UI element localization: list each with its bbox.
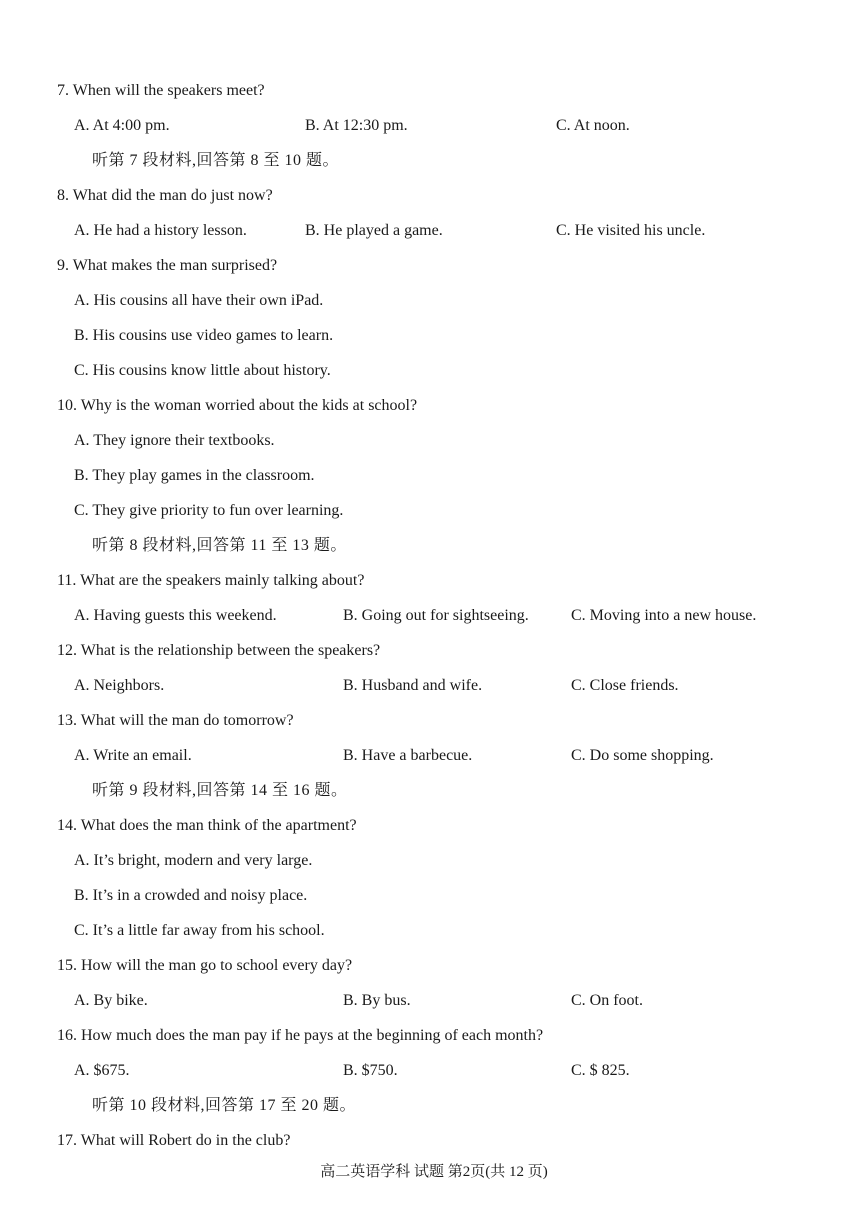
- answer-options-row: [0, 604, 868, 628]
- question-stem: 11. What are the speakers mainly talking about?: [57, 572, 365, 589]
- answer-option: B. At 12:30 pm.: [305, 117, 408, 134]
- answer-option: A. At 4:00 pm.: [74, 117, 170, 134]
- answer-option: B. Going out for sightseeing.: [343, 607, 529, 624]
- answer-option: C. He visited his uncle.: [556, 222, 706, 239]
- question-stem: 7. When will the speakers meet?: [57, 82, 265, 99]
- section-instruction: 听第 8 段材料,回答第 11 至 13 题。: [92, 537, 347, 554]
- answer-option: B. He played a game.: [305, 222, 443, 239]
- answer-option: C. Close friends.: [571, 677, 679, 694]
- answer-option: B. Have a barbecue.: [343, 747, 473, 764]
- answer-option: B. They play games in the classroom.: [74, 467, 315, 484]
- answer-option: B. By bus.: [343, 992, 411, 1009]
- answer-option: A. Having guests this weekend.: [74, 607, 277, 624]
- answer-option: A. Write an email.: [74, 747, 192, 764]
- answer-option: C. It’s a little far away from his school.: [74, 922, 325, 939]
- answer-options-row: [0, 114, 868, 138]
- answer-option: C. His cousins know little about history.: [74, 362, 331, 379]
- answer-option: B. His cousins use video games to learn.: [74, 327, 334, 344]
- answer-option: C. Moving into a new house.: [571, 607, 757, 624]
- answer-option: A. By bike.: [74, 992, 148, 1009]
- question-stem: 17. What will Robert do in the club?: [57, 1132, 291, 1149]
- answer-option: A. It’s bright, modern and very large.: [74, 852, 313, 869]
- answer-options-row: [0, 989, 868, 1013]
- section-instruction: 听第 9 段材料,回答第 14 至 16 题。: [92, 782, 348, 799]
- answer-options-row: [0, 674, 868, 698]
- page-footer: 高二英语学科 试题 第2页(共 12 页): [320, 1164, 548, 1180]
- answer-option: A. They ignore their textbooks.: [74, 432, 275, 449]
- question-stem: 10. Why is the woman worried about the kids at school?: [57, 397, 418, 414]
- question-stem: 15. How will the man go to school every day?: [57, 957, 353, 974]
- question-stem: 9. What makes the man surprised?: [57, 257, 278, 274]
- answer-options-row: [0, 219, 868, 243]
- section-instruction: 听第 7 段材料,回答第 8 至 10 题。: [92, 152, 340, 169]
- answer-options-row: [0, 1059, 868, 1083]
- question-stem: 13. What will the man do tomorrow?: [57, 712, 294, 729]
- question-stem: 14. What does the man think of the apartment?: [57, 817, 357, 834]
- answer-options-row: [0, 744, 868, 768]
- answer-option: A. $675.: [74, 1062, 130, 1079]
- answer-option: C. $ 825.: [571, 1062, 630, 1079]
- answer-option: A. His cousins all have their own iPad.: [74, 292, 324, 309]
- answer-option: C. Do some shopping.: [571, 747, 714, 764]
- section-instruction: 听第 10 段材料,回答第 17 至 20 题。: [92, 1097, 357, 1114]
- question-stem: 16. How much does the man pay if he pays at the beginning of each month?: [57, 1027, 544, 1044]
- question-stem: 8. What did the man do just now?: [57, 187, 273, 204]
- answer-option: A. Neighbors.: [74, 677, 165, 694]
- answer-option: B. $750.: [343, 1062, 398, 1079]
- answer-option: C. On foot.: [571, 992, 643, 1009]
- question-stem: 12. What is the relationship between the speakers?: [57, 642, 381, 659]
- answer-option: C. They give priority to fun over learning.: [74, 502, 344, 519]
- answer-option: C. At noon.: [556, 117, 630, 134]
- answer-option: B. Husband and wife.: [343, 677, 483, 694]
- answer-option: B. It’s in a crowded and noisy place.: [74, 887, 308, 904]
- answer-option: A. He had a history lesson.: [74, 222, 247, 239]
